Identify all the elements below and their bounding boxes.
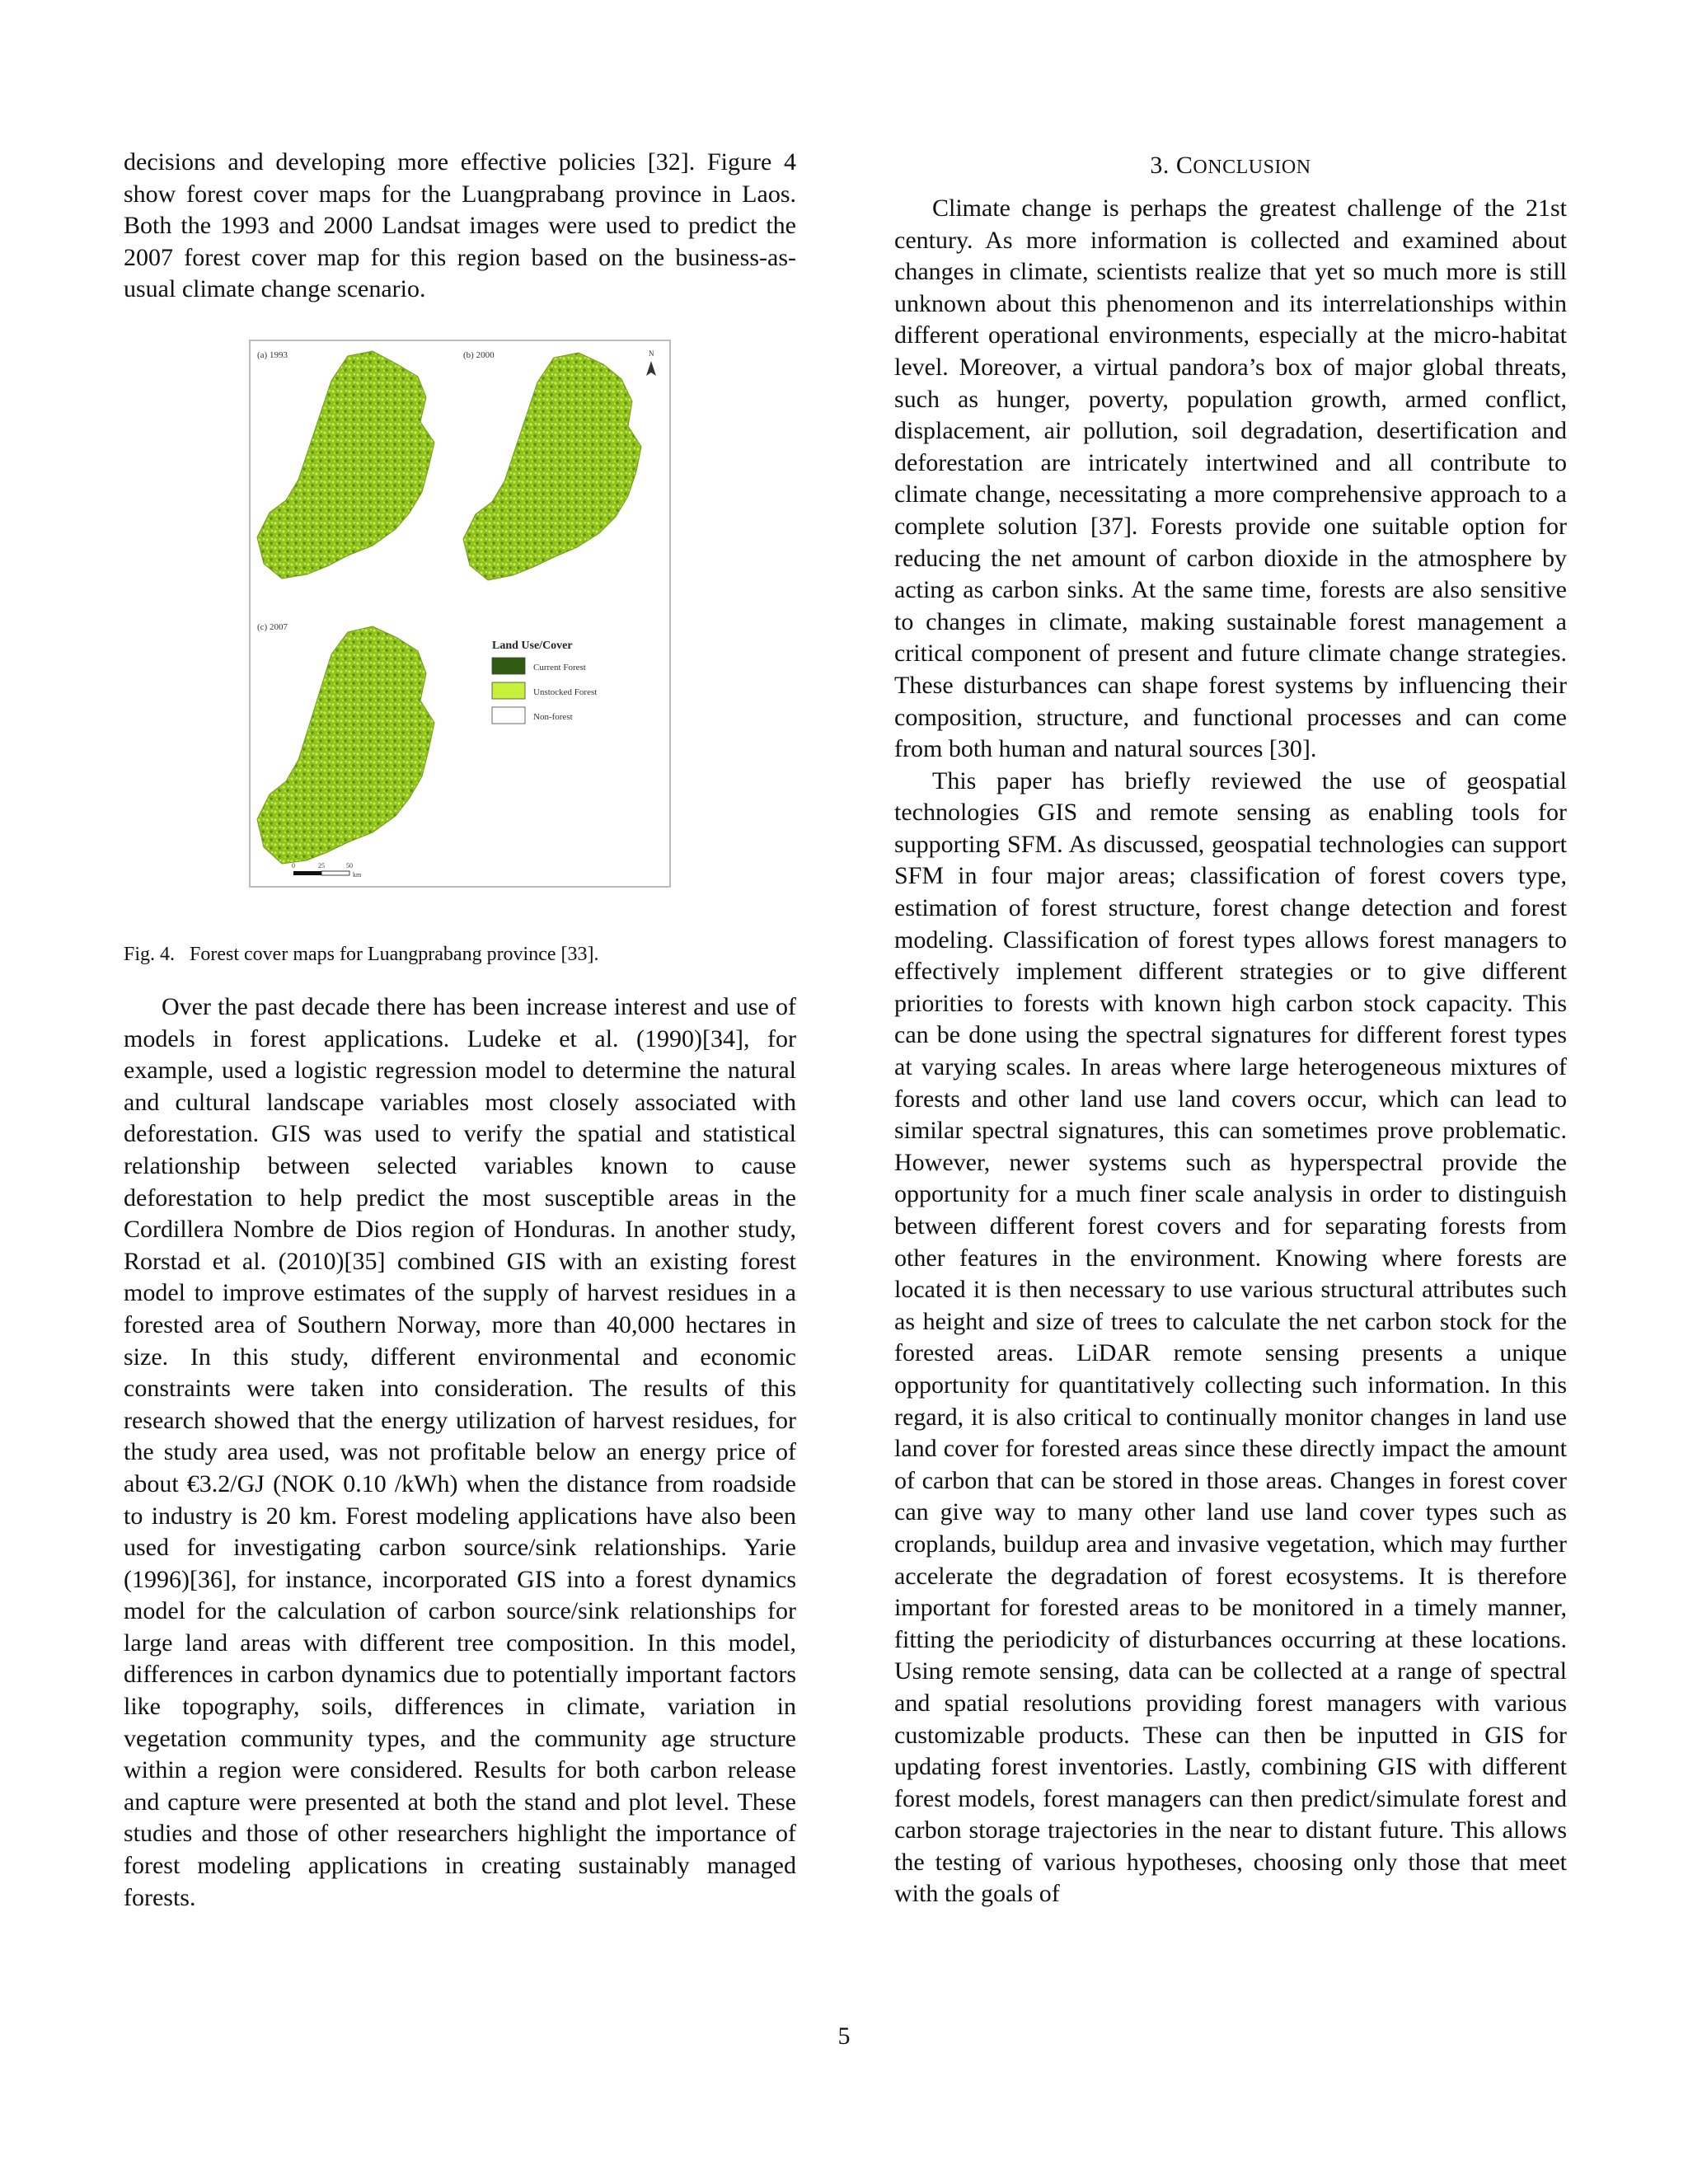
svg-text:25: 25 <box>318 862 325 869</box>
figure-caption <box>124 942 796 967</box>
legend-swatch-unstocked-forest <box>492 682 525 699</box>
left-column-lower <box>124 991 796 1914</box>
figure-4 <box>124 340 796 888</box>
legend-item: Unstocked Forest <box>533 687 598 697</box>
caption-label: Fig. 4. <box>124 944 176 965</box>
svg-text:50: 50 <box>346 862 353 869</box>
body-paragraph: Over the past decade there has been increase interest and use of models in forest applications. Ludeke et al. (1990)[34], for example, used a logistic regression model to determine the natural and cultural landscape variables most closely associated with deforestation. GIS was used to verify the spatial and statistical relationship between selected variables known to cause deforestation to help predict the most susceptible areas in the Cordillera Nombre de Dios region of Honduras. In another study, Rorstad et al. (2010)[35] combined GIS with an existing forest model to improve estimates of the supply of harvest residues in a forested area of Southern Norway, more than 40,000 hectares in size. In this study, different environmental and economic constraints were taken into consideration. The results of this research showed that the energy utilization of harvest residues, for the study area used, was not profitable below an energy price of about €3.2/GJ (NOK 0.10 /kWh) when the distance from roadside to industry is 20 km. Forest modeling applications have also been used for investigating carbon source/sink relationships. Yarie (1996)[36], for instance, incorporated GIS into a forest dynamics model for the calculation of carbon source/sink relationships for large land areas with different tree composition. In this model, differences in carbon dynamics due to potentially important factors like topography, soils, differences in climate, variation in vegetation community types, and the community age structure within a region were considered. Results for both carbon release and capture were presented at both the stand and plot level. These studies and those of other researchers highlight the importance of forest modeling applications in creating sustainably managed forests. <box>124 993 796 1911</box>
panel-b-label: (b) 2000 <box>463 350 495 360</box>
body-paragraph: This paper has briefly reviewed the use of geospatial technologies GIS and remote sensing as enabling tools for supporting SFM. As discussed, geospatial technologies can support SFM in four major areas; classification of forest covers type, estimation of forest structure, forest change detection and forest modeling. Classification of forest types allows forest managers to effectively implement different strategies or to give different priorities to forests with known high carbon stock capacity. This can be done using the spectral signatures for different forest types at varying scales. In areas where large heterogeneous mixtures of forests and other land use land covers occur, which can lead to similar spectral signatures, this can sometimes prove problematic. However, newer systems such as hyperspectral provide the opportunity for a much finer scale analysis in order to distinguish between different forest covers and for separating forests from other features in the environment. Knowing where forests are located it is then necessary to use various structural attributes such as height and size of trees to calculate the net carbon stock for the forested areas. LiDAR remote sensing presents a unique opportunity for quantitatively collecting such information. In this regard, it is also critical to continually monitor changes in land use land cover for forested areas since these directly impact the amount of carbon that can be stored in those areas. Changes in forest cover can give way to many other land use land cover types such as croplands, buildup area and invasive vegetation, which may further accelerate the degradation of forest ecosystems. It is therefore important for forested areas to be monitored in a timely manner, fitting the periodicity of disturbances occurring at these locations. Using remote sensing, data can be collected at a range of spectral and spatial resolutions providing forest managers with various customizable products. These can then be inputted in GIS for updating forest inventories. Lastly, combining GIS with different forest models, forest managers can then predict/simulate forest and carbon storage trajectories in the near to distant future. This allows the testing of various hypotheses, choosing only those that meet with the goals of <box>894 766 1567 1908</box>
forest-cover-maps <box>249 340 671 888</box>
legend-item: Non-forest <box>533 712 573 722</box>
body-paragraph: Climate change is perhaps the greatest challenge of the 21st century. As more information is collected and examined about changes in climate, scientists realize that yet so much more is still unknown about this phenomenon and its interrelationships within different operational environments, especially at the micro-habitat level. Moreover, a virtual pandora’s box of major global threats, such as hunger, poverty, population growth, armed conflict, displacement, air pollution, soil degradation, desertification and deforestation are intricately intertwined and all contribute to climate change, necessitating a more comprehensive approach to a complete solution [37]. Forests provide one suitable option for reducing the net amount of carbon dioxide in the atmosphere by acting as carbon sinks. At the same time, forests are also sensitive to changes in climate, making sustainable forest management a critical component of present and future climate change strategies. These disturbances can shape forest systems by influencing their composition, structure, and functional processes and can come from both human and natural sources [30]. <box>894 194 1567 763</box>
caption-text: Forest cover maps for Luangprabang province [33]. <box>190 944 599 965</box>
body-paragraph: decisions and developing more effective policies [32]. Figure 4 show forest cover maps for the Luangprabang province in Laos. Both the 1993 and 2000 Landsat images were used to predict the 2007 forest cover map for this region based on the business-as-usual climate change scenario. <box>124 148 796 303</box>
section-heading-conclusion: 3. CONCLUSION <box>1150 152 1311 179</box>
left-column-upper <box>124 147 796 306</box>
legend-title: Land Use/Cover <box>492 640 573 652</box>
panel-a-label: (a) 1993 <box>257 350 288 360</box>
svg-text:0: 0 <box>292 862 295 869</box>
panel-c-label: (c) 2007 <box>257 622 288 632</box>
right-column <box>894 147 1567 1910</box>
page-number: 5 <box>837 2022 851 2050</box>
legend-swatch-non-forest <box>492 707 525 724</box>
legend-swatch-current-forest <box>492 658 525 674</box>
north-label: N <box>649 349 654 358</box>
legend-item: Current Forest <box>533 663 586 673</box>
svg-text:km: km <box>353 871 362 879</box>
